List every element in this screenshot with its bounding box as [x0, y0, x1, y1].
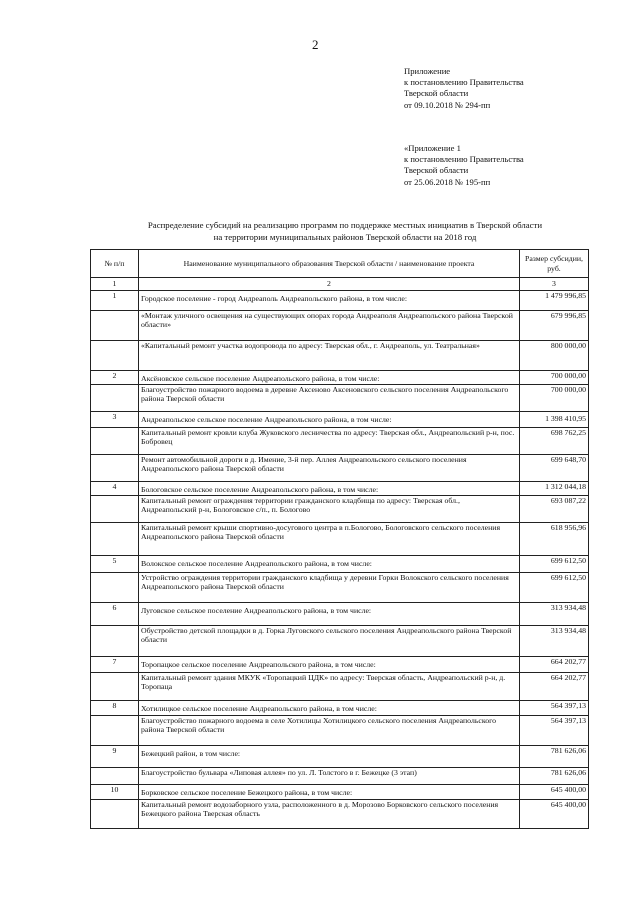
title-line: Распределение субсидий на реализацию программ по поддержке местных инициатив в Тверской области: [147, 220, 543, 230]
municipality-name: Борковское сельское поселение Бежецкого района, в том числе:: [139, 784, 520, 799]
subsidy-amount: 699 612,50: [520, 572, 589, 602]
table-row: [91, 767, 589, 784]
row-number: [91, 572, 139, 602]
row-number: [91, 715, 139, 745]
subsidy-table: [90, 249, 589, 829]
annex-line: к постановлению Правительства: [404, 154, 524, 165]
table-body: [91, 290, 589, 828]
annex-line: от 25.06.2018 № 195-пп: [404, 176, 491, 187]
table-row: [91, 454, 589, 481]
subsidy-amount: 700 000,00: [520, 370, 589, 384]
prior-annex-block: [404, 143, 524, 188]
row-number: 7: [91, 656, 139, 672]
row-number: [91, 672, 139, 700]
row-number: 1: [91, 290, 139, 310]
project-name: Капитальный ремонт кровли клуба Жуковского лесничества по адресу: Тверская обл., Андреапольский р-н, пос. Бобровец: [139, 427, 520, 454]
row-number: [91, 799, 139, 828]
project-name: Благоустройство пожарного водоема в селе Хотилицы Хотилицкого сельского поселения Андреапольского района Тверской области: [139, 715, 520, 745]
table-row: [91, 290, 589, 310]
project-name: Капитальный ремонт здания МКУК «Торопацкий ЦДК» по адресу: Тверская область, Андреапольский р-н, д. Торопаца: [139, 672, 520, 700]
municipality-name: Торопацкое сельское поселение Андреапольского района, в том числе:: [139, 656, 520, 672]
table-row: [91, 427, 589, 454]
table-row: [91, 784, 589, 799]
annex-line: к постановлению Правительства: [404, 77, 524, 88]
page-number: 2: [312, 37, 319, 52]
municipality-name: Волокское сельское поселение Андреапольского района, в том числе:: [139, 555, 520, 572]
subsidy-amount: 781 626,06: [520, 745, 589, 767]
subsidy-amount: 699 612,50: [520, 555, 589, 572]
document-title: [90, 220, 600, 243]
table-row: [91, 481, 589, 495]
table-row: [91, 340, 589, 370]
table-row: [91, 411, 589, 427]
row-number: [91, 625, 139, 656]
annex-line: Тверской области: [404, 88, 469, 99]
table-row: [91, 625, 589, 656]
subsidy-amount: 645 400,00: [520, 784, 589, 799]
row-number: [91, 384, 139, 411]
subsidy-amount: 1 479 996,85: [520, 290, 589, 310]
municipality-name: Хотилицкое сельское поселение Андреапольского района, в том числе:: [139, 700, 520, 715]
row-number: 9: [91, 745, 139, 767]
subsidy-amount: 645 400,00: [520, 799, 589, 828]
row-number: 2: [91, 370, 139, 384]
subsidy-amount: 664 202,77: [520, 656, 589, 672]
row-number: [91, 340, 139, 370]
subsidy-amount: 693 087,22: [520, 495, 589, 522]
municipality-name: Бежецкий район, в том числе:: [139, 745, 520, 767]
row-number: [91, 495, 139, 522]
project-name: Капитальный ремонт крыши спортивно-досугового центра в п.Бологово, Бологовского сельского поселения Андреапольского района Тверской области: [139, 522, 520, 555]
table-row: [91, 672, 589, 700]
project-name: Обустройство детской площадки в д. Горка Луговского сельского поселения Андреапольского района Тверской области: [139, 625, 520, 656]
annex-line: «Приложение 1: [404, 143, 461, 153]
table-row: [91, 745, 589, 767]
subsidy-amount: 664 202,77: [520, 672, 589, 700]
subsidy-amount: 618 956,96: [520, 522, 589, 555]
table-row: [91, 555, 589, 572]
row-number: 10: [91, 784, 139, 799]
row-number: [91, 427, 139, 454]
annex-line: Приложение: [404, 66, 451, 76]
column-number: 2: [139, 278, 520, 291]
title-line: на территории муниципальных районов Тверской области на 2018 год: [213, 231, 477, 242]
subsidy-amount: 1 312 044,18: [520, 481, 589, 495]
project-name: «Капитальный ремонт участка водопровода по адресу: Тверская обл., г. Андреаполь, ул. Театральная»: [139, 340, 520, 370]
header-num: № п/п: [91, 250, 139, 278]
municipality-name: Аксёновское сельское поселение Андреапольского района, в том числе:: [139, 370, 520, 384]
column-number: 3: [520, 278, 589, 291]
row-number: 6: [91, 602, 139, 625]
subsidy-amount: 700 000,00: [520, 384, 589, 411]
table-row: [91, 656, 589, 672]
project-name: Капитальный ремонт водозаборного узла, расположенного в д. Морозово Борковского сельского поселения Бежецкого района Тверская область: [139, 799, 520, 828]
annex-line: от 09.10.2018 № 294-пп: [404, 99, 491, 110]
row-number: [91, 767, 139, 784]
table-row: [91, 522, 589, 555]
annex-line: Тверской области: [404, 165, 469, 176]
subsidy-amount: 313 934,48: [520, 602, 589, 625]
table-row: [91, 799, 589, 828]
subsidy-amount: 781 626,06: [520, 767, 589, 784]
municipality-name: Городское поселение - город Андреаполь Андреапольского района, в том числе:: [139, 290, 520, 310]
project-name: Капитальный ремонт ограждения территории гражданского кладбища по адресу: Тверская обл., Андреапольский р-н, Бологовское с/п., п. Бологово: [139, 495, 520, 522]
municipality-name: Луговское сельское поселение Андреапольского района, в том числе:: [139, 602, 520, 625]
table-row: [91, 602, 589, 625]
subsidy-amount: 699 648,70: [520, 454, 589, 481]
row-number: [91, 454, 139, 481]
subsidy-amount: 564 397,13: [520, 715, 589, 745]
table-row: [91, 495, 589, 522]
column-number-row: [91, 278, 589, 291]
subsidy-amount: 1 398 410,95: [520, 411, 589, 427]
header-amount: Размер субсидии, руб.: [520, 250, 589, 278]
table-row: [91, 700, 589, 715]
subsidy-amount: 313 934,48: [520, 625, 589, 656]
table-row: [91, 310, 589, 340]
project-name: Устройство ограждения территории гражданского кладбища у деревни Горки Волокского сельского поселения Андреапольского района Тверской области: [139, 572, 520, 602]
row-number: 5: [91, 555, 139, 572]
project-name: «Монтаж уличного освещения на существующих опорах города Андреаполя Андреапольского района Тверской области»: [139, 310, 520, 340]
subsidy-amount: 800 000,00: [520, 340, 589, 370]
table-row: [91, 384, 589, 411]
row-number: [91, 522, 139, 555]
row-number: 3: [91, 411, 139, 427]
table-header-row: [91, 250, 589, 278]
row-number: 4: [91, 481, 139, 495]
annex-block: [404, 66, 524, 111]
subsidy-amount: 698 762,25: [520, 427, 589, 454]
subsidy-amount: 564 397,13: [520, 700, 589, 715]
project-name: Ремонт автомобильной дороги в д. Имение, 3-й пер. Аллея Андреапольского сельского поселения Андреапольского района Тверской области: [139, 454, 520, 481]
municipality-name: Бологовское сельское поселение Андреапольского района, в том числе:: [139, 481, 520, 495]
project-name: Благоустройство бульвара «Липовая аллея» по ул. Л. Толстого в г. Бежецке (3 этап): [139, 767, 520, 784]
column-number: 1: [91, 278, 139, 291]
row-number: 8: [91, 700, 139, 715]
table-row: [91, 370, 589, 384]
project-name: Благоустройство пожарного водоема в деревне Аксеново Аксеновского сельского поселения Андреапольского района Тверской области: [139, 384, 520, 411]
header-name: Наименование муниципального образования Тверской области / наименование проекта: [139, 250, 520, 278]
municipality-name: Андреапольское сельское поселение Андреапольского района, в том числе:: [139, 411, 520, 427]
row-number: [91, 310, 139, 340]
table-row: [91, 572, 589, 602]
subsidy-amount: 679 996,85: [520, 310, 589, 340]
table-row: [91, 715, 589, 745]
